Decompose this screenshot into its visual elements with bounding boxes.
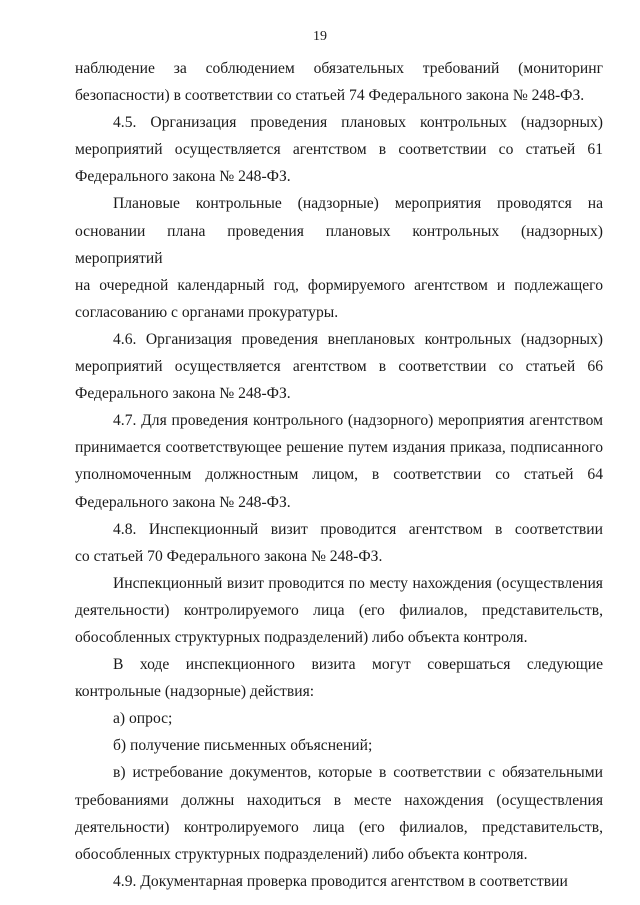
page-number: 19	[313, 29, 327, 44]
paragraph-item-a	[75, 705, 603, 732]
paragraph-p-4-7	[75, 407, 603, 515]
text-line: б) получение письменных объяснений;	[113, 737, 373, 755]
text-line: Инспекционный визит проводится по месту нахождения (осуществления	[113, 574, 603, 592]
paragraph-p-4-5	[75, 109, 603, 190]
text-line: основании плана проведения плановых контрольных (надзорных) мероприятий	[75, 222, 603, 267]
text-line: 4.7. Для проведения контрольного (надзорного) мероприятия агентством	[113, 412, 603, 430]
text-line: деятельности) контролируемого лица (его филиалов, представительств,	[75, 818, 603, 836]
text-line: контрольные (надзорные) действия:	[75, 683, 315, 701]
text-line: мероприятий осуществляется агентством в соответствии со статьей 61	[75, 141, 603, 159]
text-line: 4.8. Инспекционный визит проводится агентством в соответствии	[113, 520, 603, 538]
paragraph-p-during-visit	[75, 651, 603, 705]
text-line: В ходе инспекционного визита могут совершаться следующие	[113, 656, 603, 674]
text-line: 4.6. Организация проведения внеплановых контрольных (надзорных)	[113, 330, 603, 348]
text-line: со статьей 70 Федерального закона № 248-ФЗ.	[75, 547, 383, 565]
paragraph-item-b	[75, 732, 603, 759]
text-line: уполномоченным должностным лицом, в соответствии со статьей 64	[75, 466, 603, 484]
text-line: согласованию с органами прокуратуры.	[75, 303, 339, 321]
text-line: на очередной календарный год, формируемого агентством и подлежащего	[75, 276, 603, 294]
paragraph-p-planned	[75, 190, 603, 325]
text-line: наблюдение за соблюдением обязательных требований (мониторинг	[75, 60, 603, 77]
paragraph-item-v	[75, 759, 603, 867]
text-line: Федерального закона № 248-ФЗ.	[75, 385, 291, 403]
text-line: обособленных структурных подразделений) либо объекта контроля.	[75, 628, 528, 646]
text-line: Федерального закона № 248-ФЗ.	[75, 493, 291, 511]
paragraph-p-4-6	[75, 326, 603, 407]
document-body	[75, 55, 603, 895]
paragraph-p-inspection-visit	[75, 570, 603, 651]
paragraph-p-4-9	[75, 868, 603, 895]
text-line: обособленных структурных подразделений) либо объекта контроля.	[75, 845, 528, 863]
text-line: безопасности) в соответствии со статьей 74 Федерального закона № 248-ФЗ.	[75, 87, 585, 105]
text-line: Федерального закона № 248-ФЗ.	[75, 168, 291, 186]
paragraph-continuation	[75, 55, 603, 109]
paragraph-p-4-8	[75, 516, 603, 570]
text-line: мероприятий осуществляется агентством в соответствии со статьей 66	[75, 358, 603, 376]
text-line: Плановые контрольные (надзорные) мероприятия проводятся на	[113, 195, 603, 213]
text-line: 4.9. Документарная проверка проводится агентством в соответствии	[113, 872, 568, 890]
text-line: 4.5. Организация проведения плановых контрольных (надзорных)	[113, 114, 603, 132]
text-line: в) истребование документов, которые в соответствии с обязательными	[113, 764, 603, 782]
text-line: требованиями должны находиться в месте нахождения (осуществления	[75, 791, 603, 809]
text-line: а) опрос;	[113, 710, 173, 728]
text-line: принимается соответствующее решение путем издания приказа, подписанного	[75, 439, 603, 457]
text-line: деятельности) контролируемого лица (его филиалов, представительств,	[75, 601, 603, 619]
